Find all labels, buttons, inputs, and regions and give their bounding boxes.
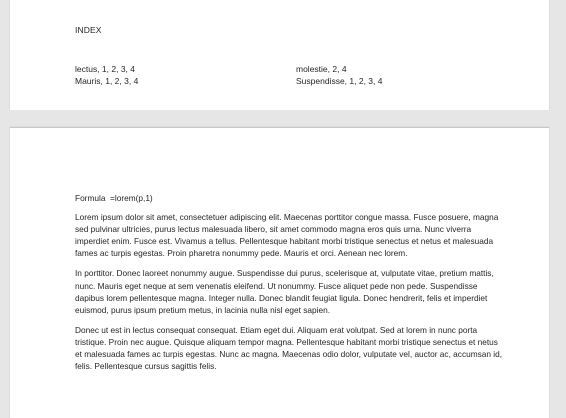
index-entry: lectus, 1, 2, 3, 4 bbox=[75, 64, 136, 74]
index-entry: Suspendisse, 1, 2, 3, 4 bbox=[296, 76, 383, 86]
index-column-right bbox=[296, 63, 382, 87]
index-entry: molestie, 2, 4 bbox=[296, 64, 347, 74]
document-page-1[interactable] bbox=[10, 0, 549, 111]
formula-line: Formula =lorem(p,1) bbox=[75, 193, 153, 203]
index-heading: INDEX bbox=[75, 25, 102, 35]
document-page-2[interactable] bbox=[10, 127, 549, 418]
page-gap bbox=[0, 110, 566, 127]
paragraph: In porttitor. Donec laoreet nonummy augue. Suspendisse dui purus, scelerisque at, vulputate vitae, pretium mattis, nunc. Mauris eget neque at sem venenatis eleifend. Ut nonummy. Fusce aliquet pede non pede. Suspendisse dapibus lorem pellentesque magna. Integer nulla. Donec blandit feugiat ligula. Donec hendrerit, felis et imperdiet euismod, purus ipsum pretium metus, in lacinia nulla nisl eget sapien. bbox=[75, 268, 494, 315]
paragraph: Lorem ipsum dolor sit amet, consectetuer adipiscing elit. Maecenas porttitor congue massa. Fusce posuere, magna sed pulvinar ultricies, purus lectus malesuada libero, sit amet commodo magna eros quis urna. Nunc viverra imperdiet enim. Fusce est. Vivamus a tellus. Pellentesque habitant morbi tristique senectus et netus et malesuada fames ac turpis egestas. Proin pharetra nonummy pede. Mauris et orci. Aenean nec lorem. bbox=[75, 212, 499, 259]
index-entry: Mauris, 1, 2, 3, 4 bbox=[75, 76, 139, 86]
page-body-text bbox=[75, 192, 503, 380]
paragraph: Donec ut est in lectus consequat consequat. Etiam eget dui. Aliquam erat volutpat. Sed at lorem in nunc porta tristique. Proin nec augue. Quisque aliquam tempor magna. Pellentesque habitant morbi tristique senectus et netus et malesuada fames ac turpis egestas. Nunc ac magna. Maecenas odio dolor, vulputate vel, auctor ac, accumsan id, felis. Pellentesque cursus sagittis felis. bbox=[75, 324, 503, 372]
index-column-left bbox=[75, 63, 138, 87]
